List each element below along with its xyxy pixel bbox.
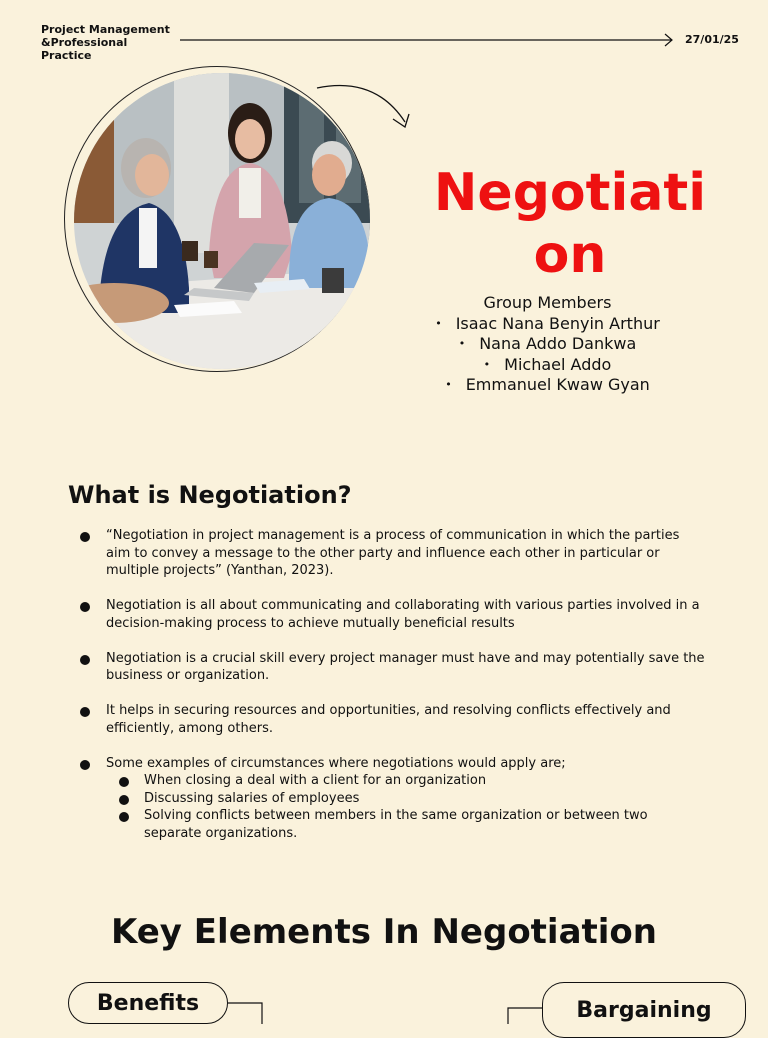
key-element-benefits: Benefits [68,982,228,1024]
group-members [410,293,685,396]
member-item: • Nana Addo Dankwa [458,334,637,353]
list-item: Negotiation is all about communicating and collaborating with various parties involved in a decision-making process to achieve mutually beneficial results [80,597,705,632]
sub-list-item: Solving conflicts between members in the same organization or between two separate organizations. [80,807,705,842]
bullet-icon [80,655,90,665]
header-arrow-line [180,33,676,47]
list-item: It helps in securing resources and opportunities, and resolving conflicts effectively and efficiently, among others. [80,702,705,737]
member-item: • Isaac Nana Benyin Arthur [435,313,660,333]
list-item: Negotiation is a crucial skill every project manager must have and may potentially save the business or organization. [80,650,705,685]
sub-list-item: When closing a deal with a client for an organization [80,772,705,790]
member-item: • Emmanuel Kwaw Gyan [445,375,650,394]
members-heading: Group Members [483,293,612,312]
sub-list-item: Discussing salaries of employees [80,790,705,808]
key-elements-heading: Key Elements In Negotiation [111,912,657,952]
member-item: • Michael Addo [483,354,612,374]
bullet-icon [119,812,129,822]
key-element-bargaining: Bargaining [542,982,746,1038]
page-title: Negotiation [433,163,707,285]
list-item: “Negotiation in project management is a process of communication in which the parties aim to convey a message to the other party and influence each other in particular or multiple projects” (Yanthan, 2023). [80,527,705,580]
list-item: Some examples of circumstances where negotiations would apply are; [80,755,705,773]
bullet-icon [80,532,90,542]
bullet-icon [119,795,129,805]
curved-arrow-icon [315,82,415,132]
date: 27/01/25 [685,33,739,46]
bullet-icon [80,602,90,612]
bullet-icon [80,760,90,770]
bullet-icon [119,777,129,787]
bullet-icon [80,707,90,717]
bullet-list [80,527,705,842]
section-heading: What is Negotiation? [68,481,352,509]
course-title: Project Management &Professional Practice [41,23,170,62]
